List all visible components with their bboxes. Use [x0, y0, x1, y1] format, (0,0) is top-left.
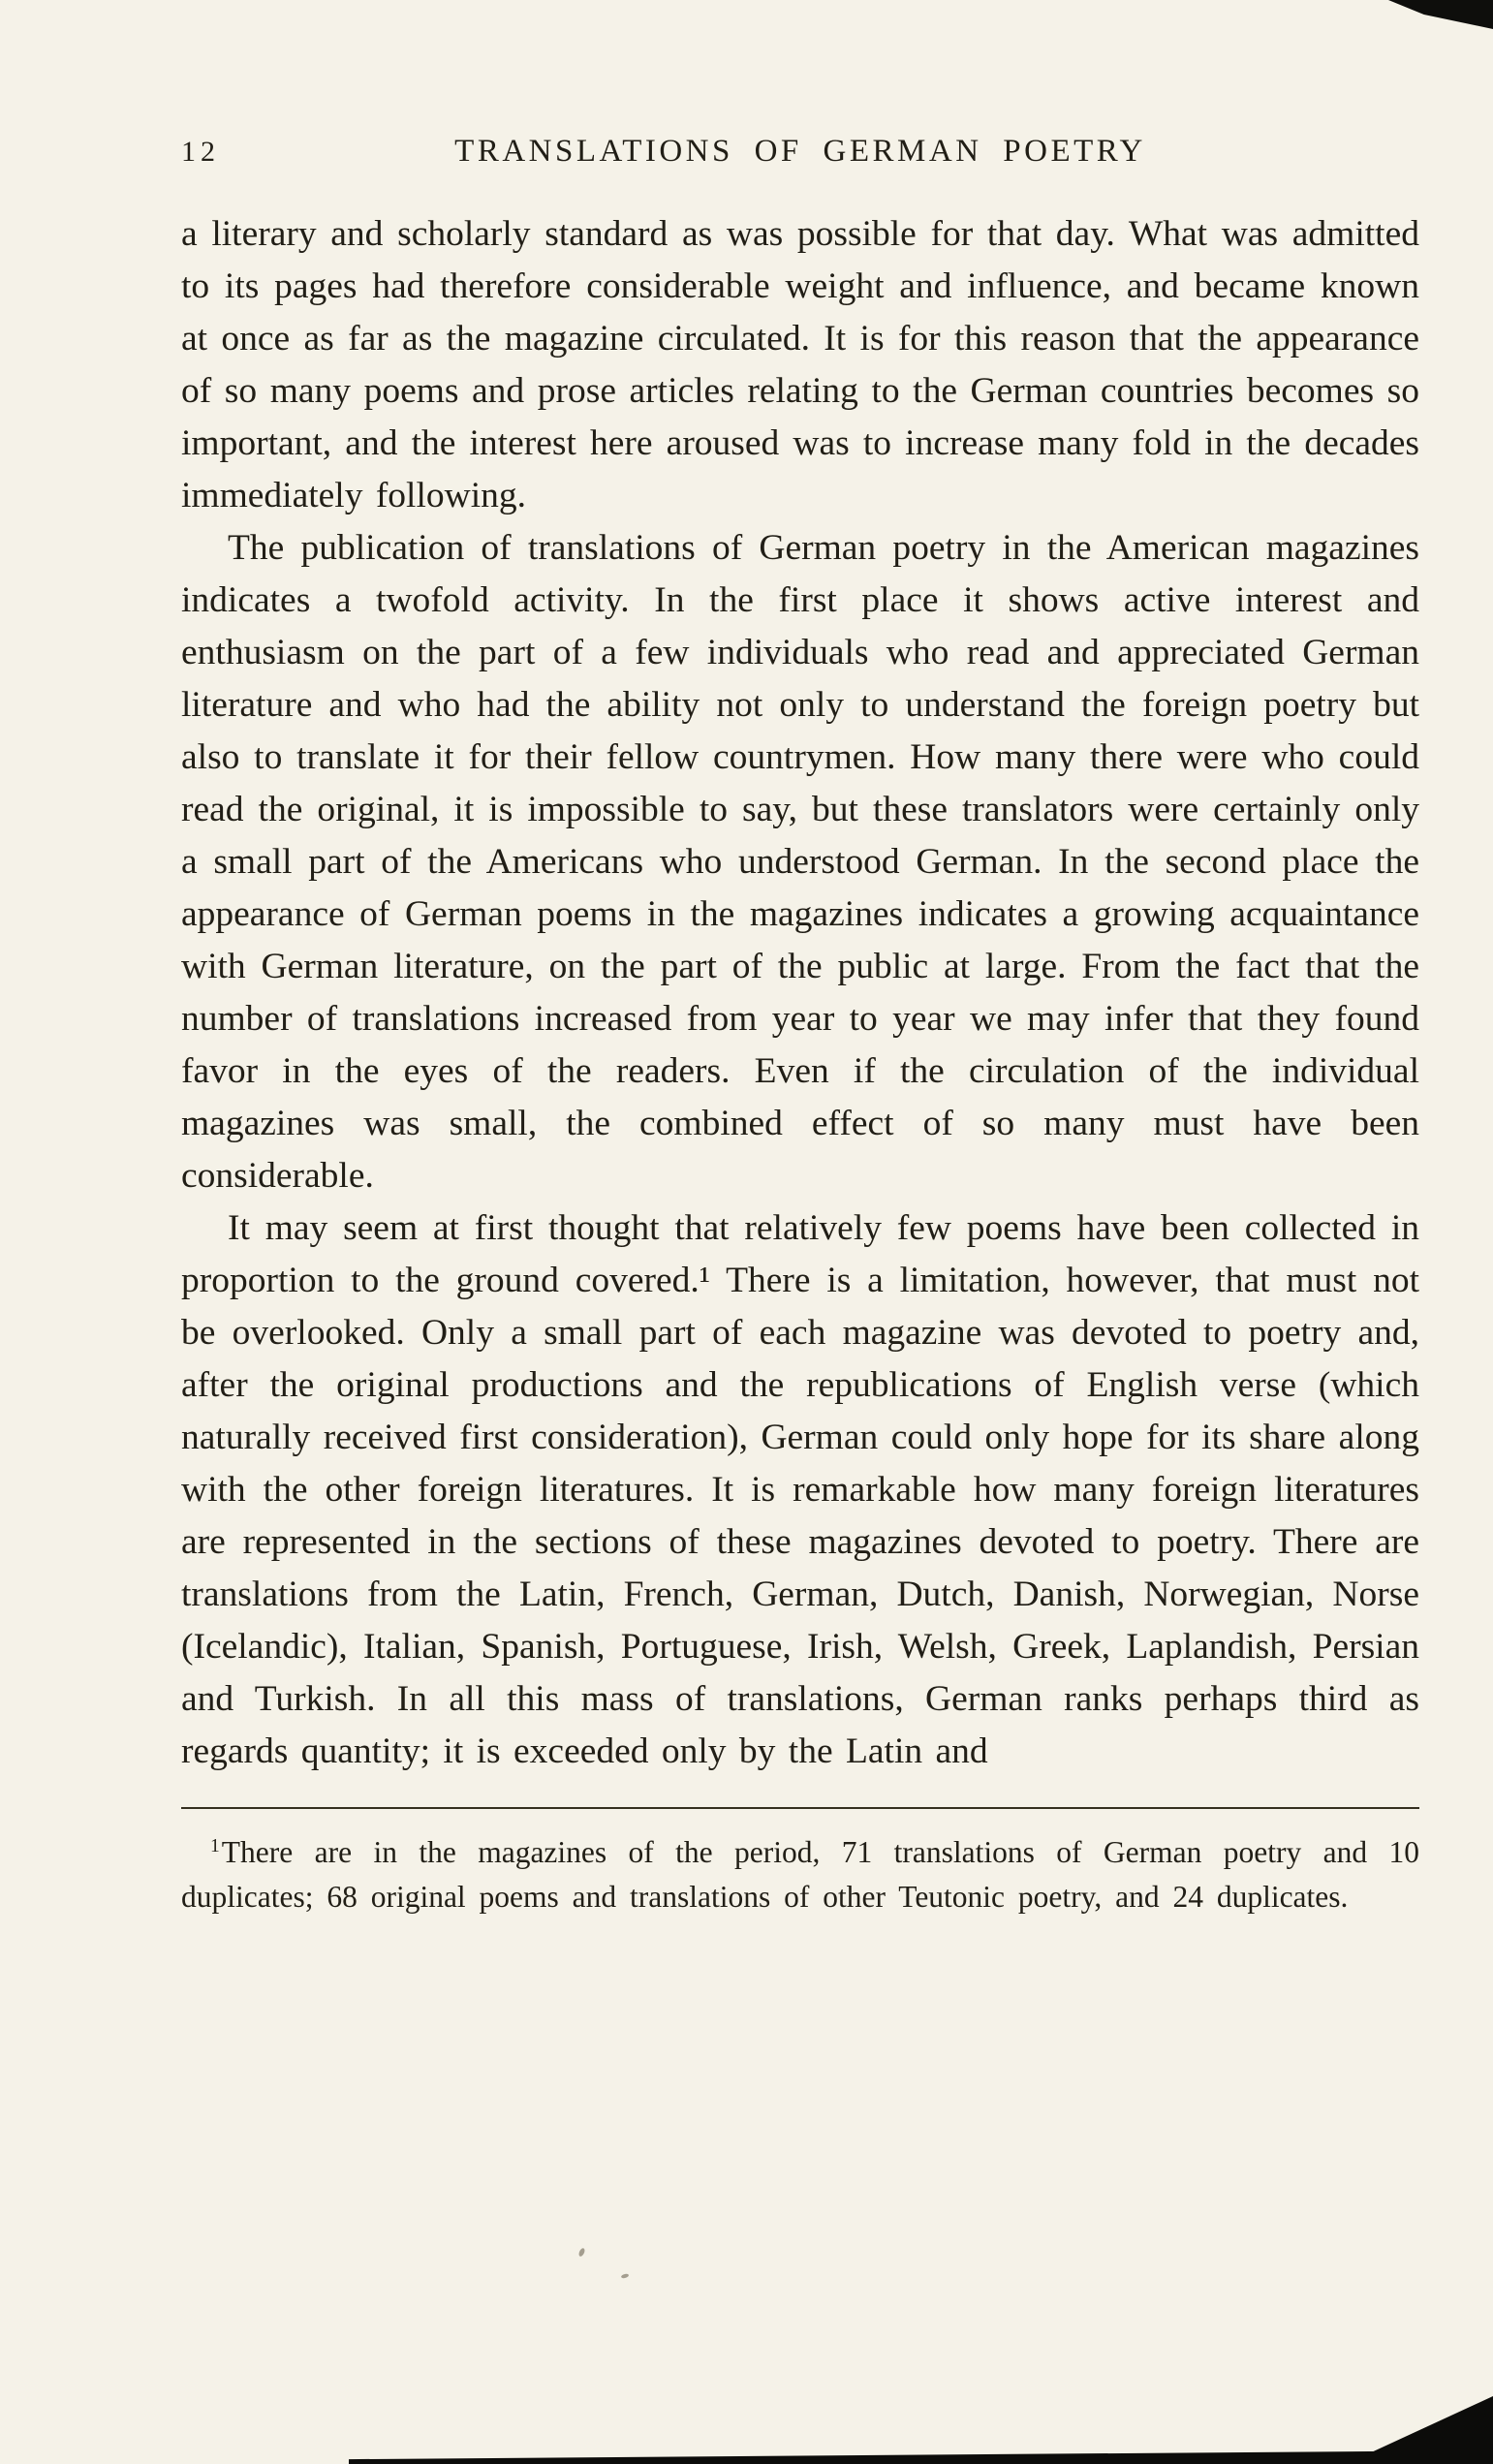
footnote-divider	[181, 1807, 1419, 1809]
scan-artifact-bottom-bar	[349, 2450, 1493, 2464]
scan-speck	[577, 2247, 585, 2257]
running-head-title: TRANSLATIONS OF GERMAN POETRY	[454, 134, 1146, 169]
page-number: 12	[181, 136, 220, 168]
footnote	[181, 1830, 1419, 1919]
footnote-marker: 1	[210, 1835, 220, 1856]
paragraph-3: It may seem at first thought that relatively few poems have been collected in proportion to the ground covered.¹ There is a limitation, however, that must not be overlooked. Only a small part of each magazine was devoted to poetry and, after the original productions and the republications of English verse (which naturally received first consideration), German could only hope for its share along with the other foreign literatures. It is remarkable how many foreign literatures are represented in the sections of these magazines devoted to poetry. There are translations from the Latin, French, German, Dutch, Danish, Norwegian, Norse (Icelandic), Italian, Spanish, Portuguese, Irish, Welsh, Greek, Laplandish, Persian and Turkish. In all this mass of translations, German ranks perhaps third as regards quantity; it is exceeded only by the Latin and	[181, 1208, 1419, 1771]
body-text	[181, 208, 1419, 1778]
footnote-text: There are in the magazines of the period, 71 translations of German poetry and 10 duplicates; 68 original poems and translations of other Teutonic poetry, and 24 duplicates.	[181, 1835, 1419, 1914]
scan-artifact-bottom-wedge	[1367, 2396, 1493, 2454]
paragraph-2: The publication of translations of German poetry in the American magazines indicates a twofold activity. In the first place it shows active interest and enthusiasm on the part of a few individuals who read and appreciated German literature and who had the ability not only to understand the foreign poetry but also to translate it for their fellow countrymen. How many there were who could read the original, it is impossible to say, but these translators were certainly only a small part of the Americans who understood German. In the second place the appearance of German poems in the magazines indicates a growing acquaintance with German literature, on the part of the public at large. From the fact that the number of translations increased from year to year we may infer that they found favor in the eyes of the readers. Even if the circulation of the individual magazines was small, the combined effect of so many must have been considerable.	[181, 528, 1419, 1196]
scan-artifact-top-right	[1388, 0, 1493, 29]
paragraph-1: a literary and scholarly standard as was possible for that day. What was admitted to its pages had therefore considerable weight and influence, and became known at once as far as the magazine circulated. It is for this reason that the appearance of so many poems and prose articles relating to the German countries becomes so important, and the interest here aroused was to increase many fold in the decades immediately following.	[181, 214, 1419, 515]
scan-speck	[621, 2273, 630, 2279]
running-header	[181, 134, 1419, 170]
page-content	[181, 134, 1419, 1919]
